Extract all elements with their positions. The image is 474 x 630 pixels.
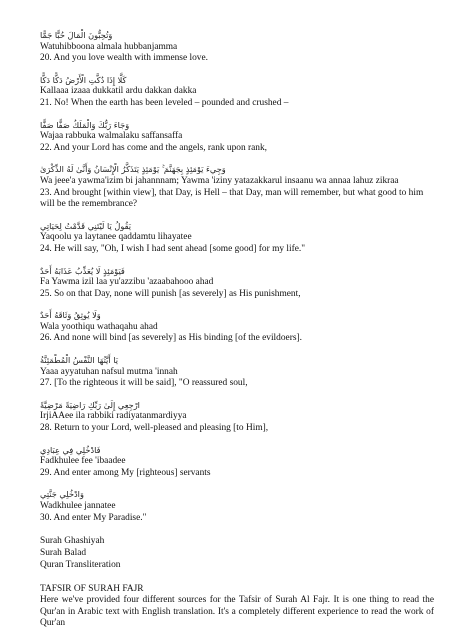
arabic-text: يَا أَيَّتُهَا النَّفْسُ الْمُطْمَئِنَّةُ [40,355,118,366]
transliteration-text: Wajaa rabbuka walmalaku saffansaffa [40,131,183,142]
verse-block [40,221,434,256]
arabic-text: ارْجِعِي إِلَىٰ رَبِّكِ رَاضِيَةً مَرْضِيَّةً [40,399,140,410]
english-translation: 30. And enter My Paradise." [40,512,147,523]
english-translation: 22. And your Lord has come and the angels, rank upon rank, [40,142,268,153]
verse-block [40,310,434,345]
reference-list [40,536,434,571]
verse-block [40,355,434,390]
english-translation: 24. He will say, "Oh, I wish I had sent ahead [some good] for my life." [40,243,306,254]
transliteration-text: Wala yoothiqu wathaqahu ahad [40,321,158,332]
transliteration-text: IrjiAAee ila rabbiki radiyatanmardiyya [40,411,187,422]
english-translation: 20. And you love wealth with immense love. [40,53,208,64]
transliteration-text: Fadkhulee fee 'ibaadee [40,456,126,467]
verse-block [40,75,434,110]
arabic-text: يَقُولُ يَا لَيْتَنِي قَدَّمْتُ لِحَيَاتِي [40,220,131,231]
english-translation: 27. [To the righteous it will be said], "O reassured soul, [40,378,248,389]
english-translation: 21. No! When the earth has been leveled – pounded and crushed – [40,97,289,108]
transliteration-text: Yaaa ayyatuhan nafsul mutma 'innah [40,366,178,377]
english-translation: 29. And enter among My [righteous] servants [40,467,211,478]
verse-block [40,120,434,155]
verse-block [40,445,434,480]
transliteration-text: Fa Yawma izil laa yu'azzibu 'azaabahooo ahad [40,277,214,288]
arabic-text: فَادْخُلِي فِي عِبَادِي [40,444,101,455]
verse-block [40,164,434,210]
arabic-text: وَجَاءَ رَبُّكَ وَالْمَلَكُ صَفًّا صَفًّا [40,119,130,130]
transliteration-text: Wadkhulee jannatee [40,501,116,511]
english-translation: 28. Return to your Lord, well-pleased and pleasing [to Him], [40,423,269,434]
tafsir-heading: TAFSIR OF SURAH FAJR [40,583,144,594]
arabic-text: وَجِيءَ يَوْمَئِذٍ بِجَهَنَّمَ ۚ يَوْمَئِذٍ يَتَذَكَّرُ الْإِنْسَانُ وَأَنَّىٰ لَهُ الذِّكْرَىٰ [40,164,226,175]
arabic-text: وَتُحِبُّونَ الْمَالَ حُبًّا جَمًّا [40,30,113,40]
tafsir-paragraph: Here we've provided four different sources for the Tafsir of Surah Al Fajr. It is one thing to read the Qur'an in Arabic text with English translation. It's a completely different experience to read the work of Qur'an [40,595,434,629]
transliteration-text: Wa jeee'a yawma'izim bi jahannnam; Yawma 'iziny yatazakkarul insaanu wa annaa lahuz zikraa [40,175,399,186]
verse-block [40,489,434,524]
arabic-text: وَلَا يُوثِقُ وَثَاقَهُ أَحَدٌ [40,310,101,321]
transliteration-text: Kallaaa izaaa dukkatil ardu dakkan dakka [40,86,197,97]
verse-block [40,266,434,301]
arabic-text: وَادْخُلِي جَنَّتِي [40,489,84,500]
verse-block [40,30,434,65]
verse-block [40,400,434,435]
verse-list [40,30,434,524]
arabic-text: كَلَّا إِذَا دُكَّتِ الْأَرْضُ دَكًّا دَكًّا [40,74,127,85]
transliteration-text: Watuhibboona almala hubbanjamma [40,41,178,52]
tafsir-section [40,584,434,630]
reference-item: Quran Transliteration [40,559,121,570]
reference-item: Surah Ghashiyah [40,536,105,547]
transliteration-text: Yaqoolu ya laytanee qaddamtu lihayatee [40,232,192,243]
arabic-text: فَيَوْمَئِذٍ لَا يُعَذِّبُ عَذَابَهُ أَحَدٌ [40,265,125,276]
english-translation: 26. And none will bind [as severely] as His binding [of the evildoers]. [40,333,302,344]
english-translation: 25. So on that Day, none will punish [as severely] as His punishment, [40,288,301,299]
english-translation: 23. And brought [within view], that Day, is Hell – that Day, man will remember, but what good to him will be the remembrance? [40,187,424,210]
reference-item: Surah Balad [40,547,87,558]
